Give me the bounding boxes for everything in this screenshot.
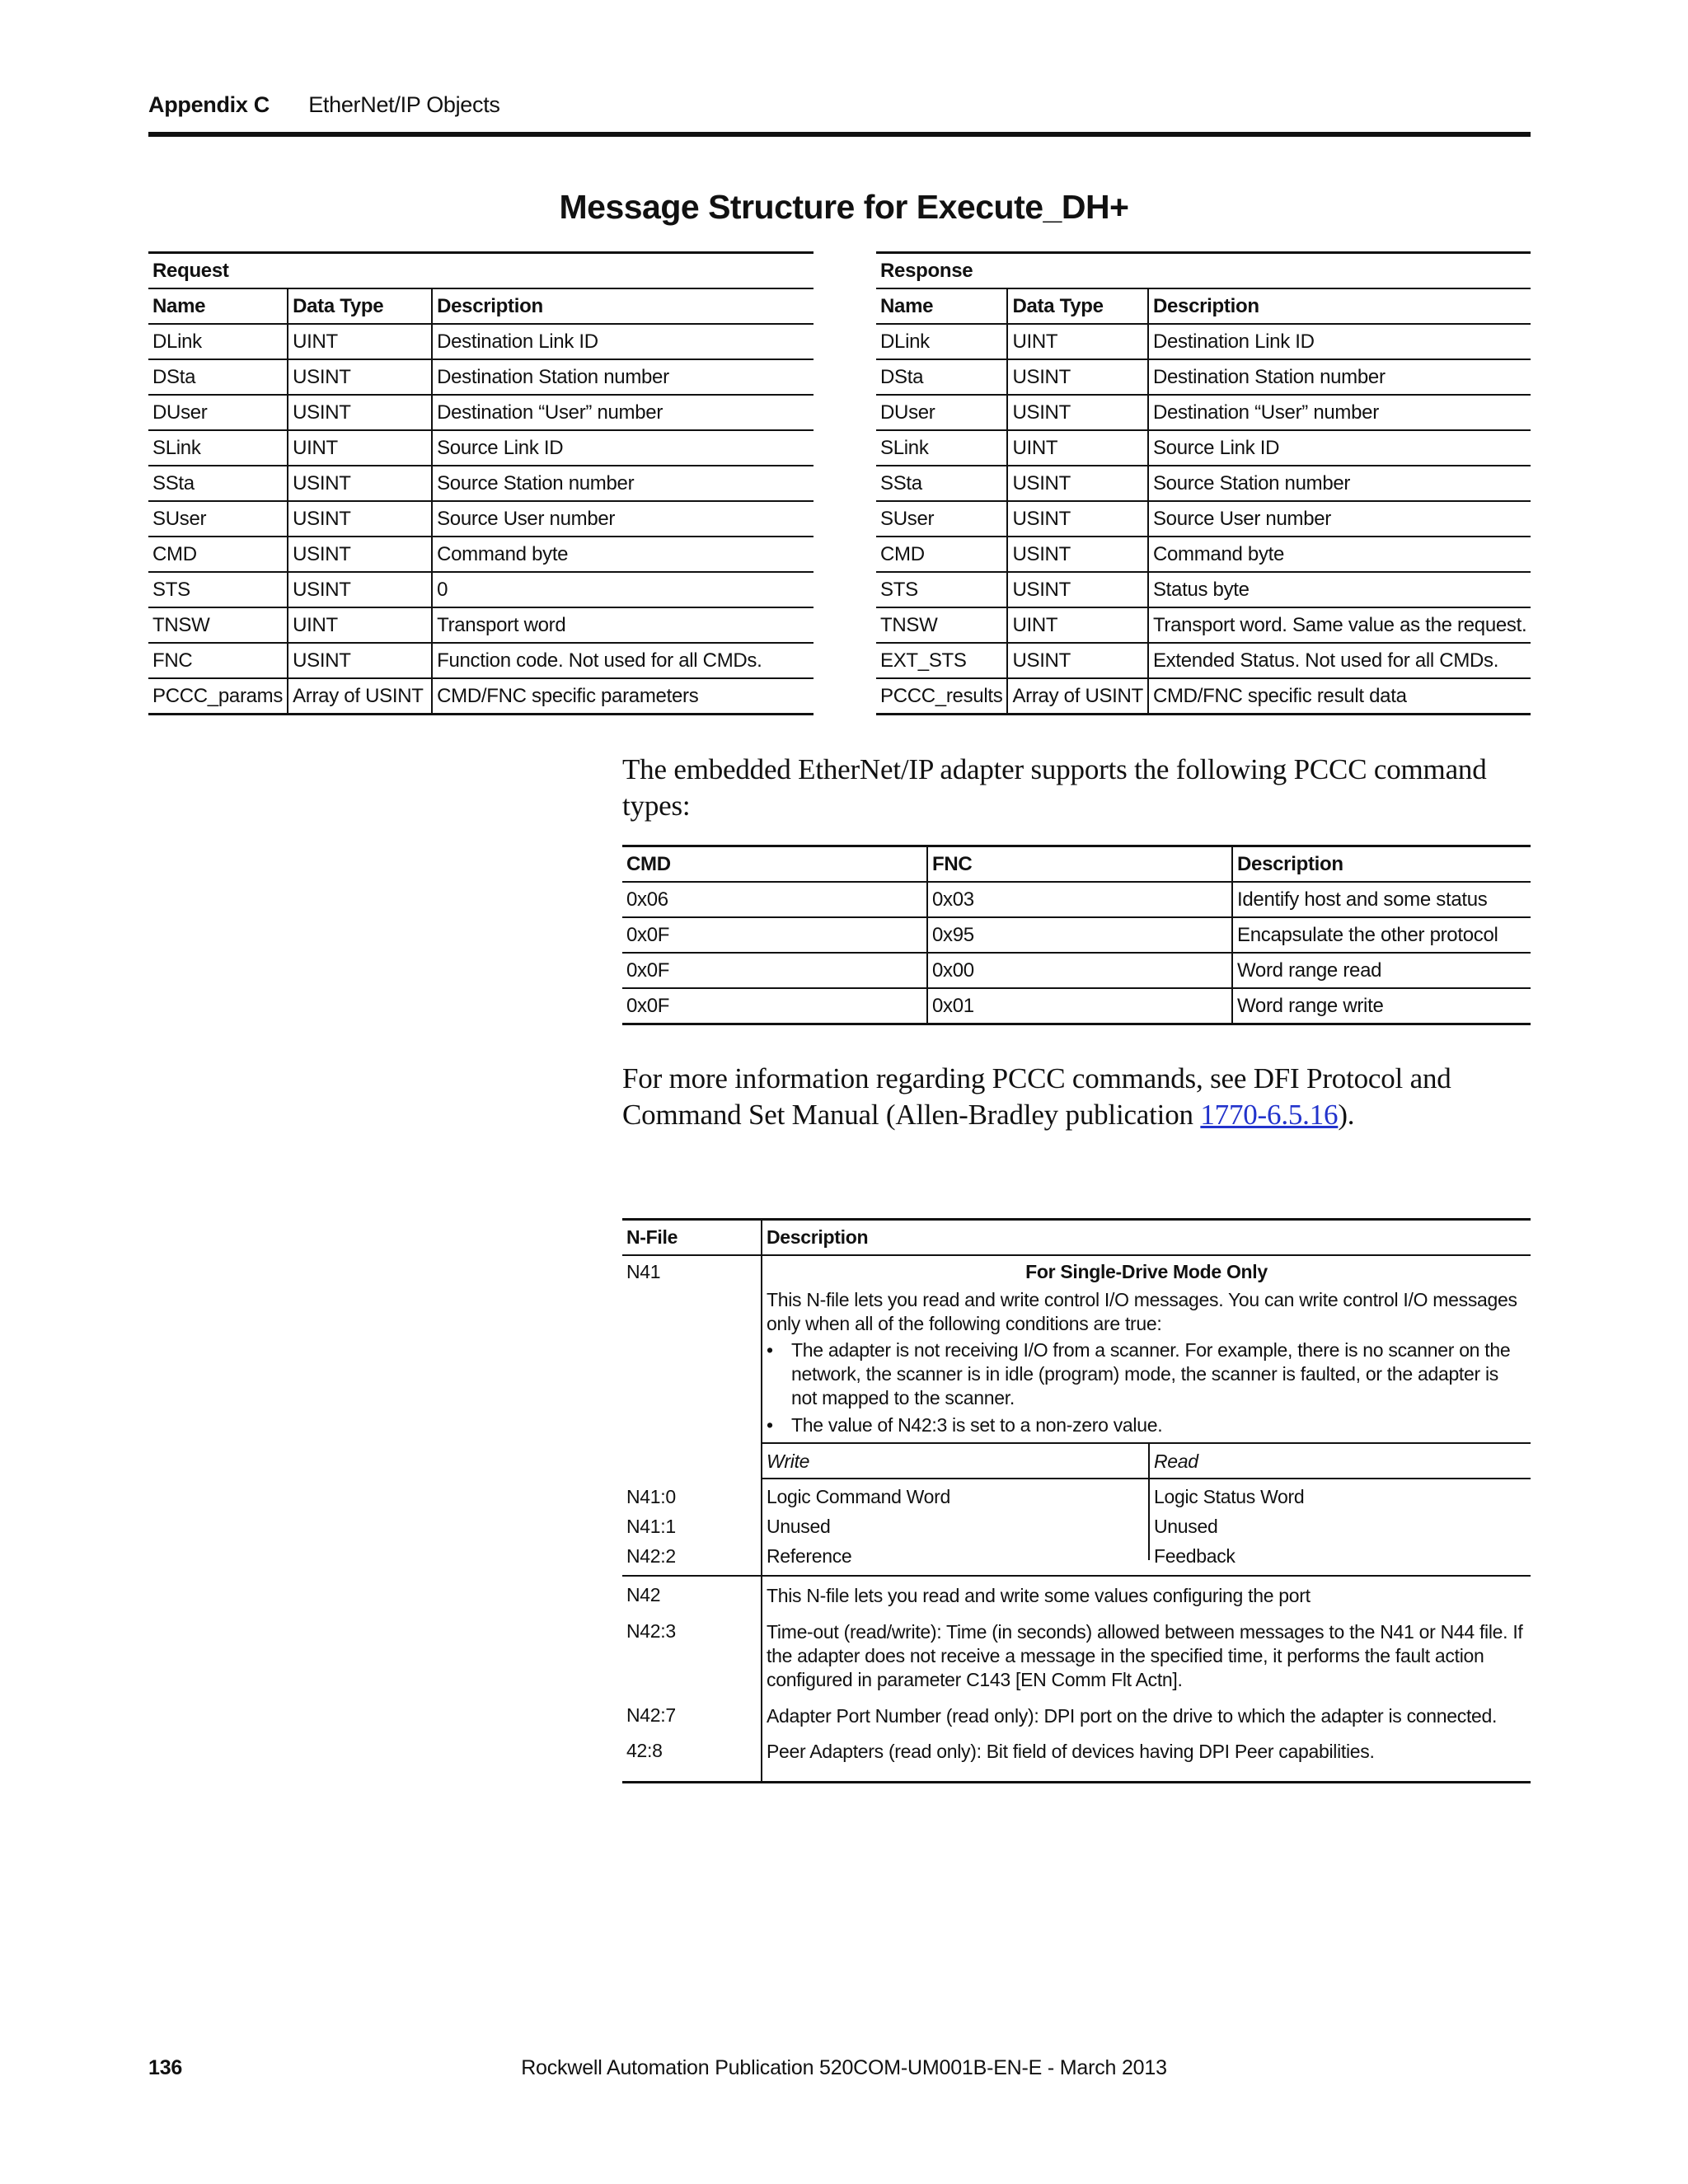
table-row (876, 607, 1531, 643)
table-row (622, 988, 1531, 1024)
cell: Destination Link ID (1148, 324, 1531, 359)
command-table (622, 845, 1531, 1025)
table-row (876, 501, 1531, 537)
cell: 0x06 (622, 882, 927, 917)
cell: DLink (148, 324, 288, 359)
row-rule (761, 1442, 1531, 1444)
table-bottom-rule (622, 1781, 1531, 1783)
cell: Command byte (432, 537, 814, 572)
table-row (876, 572, 1531, 607)
cell: TNSW (876, 607, 1007, 643)
cell: 0x95 (927, 917, 1232, 953)
column-divider (761, 1221, 762, 1781)
nfile-n42: N42 (626, 1584, 661, 1605)
cell: 0x00 (927, 953, 1232, 988)
table-row (148, 537, 814, 572)
table-row (876, 643, 1531, 678)
cell: CMD/FNC specific parameters (432, 678, 814, 715)
more-info-end: ). (1338, 1099, 1355, 1131)
n42-row-desc: Adapter Port Number (read only): DPI port on the drive to which the adapter is connected. (767, 1705, 1498, 1727)
column-header: Description (1148, 288, 1531, 324)
cell: UINT (288, 430, 432, 466)
column-header: Description (432, 288, 814, 324)
cell: PCCC_params (148, 678, 288, 715)
cell: USINT (288, 572, 432, 607)
cell: Encapsulate the other protocol (1232, 917, 1531, 953)
column-header: CMD (622, 846, 927, 883)
write-label: Write (767, 1451, 810, 1472)
cell: Destination Station number (1148, 359, 1531, 395)
cell: USINT (1007, 359, 1148, 395)
n42-desc: This N-file lets you read and write some values configuring the port (767, 1585, 1311, 1606)
table-row (876, 395, 1531, 430)
cell: UINT (288, 324, 432, 359)
bullet-text: The value of N42:3 is set to a non-zero value. (791, 1414, 1163, 1436)
cell: DSta (148, 359, 288, 395)
cell: 0x01 (927, 988, 1232, 1024)
cell: 0x0F (622, 988, 927, 1024)
cell: SUser (876, 501, 1007, 537)
response-table (876, 251, 1531, 715)
n41-bullet (767, 1338, 1525, 1413)
cell: Function code. Not used for all CMDs. (432, 643, 814, 678)
column-header: Name (876, 288, 1007, 324)
section-label: EtherNet/IP Objects (308, 92, 500, 117)
cell: USINT (288, 466, 432, 501)
cell: Destination “User” number (432, 395, 814, 430)
more-info-paragraph (622, 1061, 1531, 1133)
page-title: Message Structure for Execute_DH+ (559, 188, 1129, 226)
cell: UINT (1007, 607, 1148, 643)
cell: Identify host and some status (1232, 882, 1531, 917)
cell: Transport word (432, 607, 814, 643)
nfile-header-row (622, 1221, 1531, 1256)
cell: SSta (148, 466, 288, 501)
cell: USINT (1007, 395, 1148, 430)
cell: STS (148, 572, 288, 607)
cell: 0x03 (927, 882, 1232, 917)
write-value: Logic Command Word (767, 1486, 950, 1507)
cell: USINT (1007, 643, 1148, 678)
nfile-table (622, 1218, 1531, 1787)
nfile-address: N41:0 (626, 1486, 676, 1507)
table-row (876, 466, 1531, 501)
cell: Source Station number (432, 466, 814, 501)
table-row (876, 359, 1531, 395)
publication-footer: Rockwell Automation Publication 520COM-UM001B-EN-E - March 2013 (521, 2056, 1167, 2079)
cell: Extended Status. Not used for all CMDs. (1148, 643, 1531, 678)
table-row (622, 953, 1531, 988)
table-row (876, 430, 1531, 466)
cell: USINT (288, 395, 432, 430)
cell: USINT (288, 537, 432, 572)
table-row (148, 678, 814, 715)
table-row (876, 537, 1531, 572)
cell: Array of USINT (288, 678, 432, 715)
table-row (622, 917, 1531, 953)
cell: UINT (1007, 324, 1148, 359)
column-header: FNC (927, 846, 1232, 883)
cell: DLink (876, 324, 1007, 359)
bullet-marker: • (767, 1414, 773, 1436)
request-table (148, 251, 814, 715)
cell: 0x0F (622, 917, 927, 953)
cell: Word range read (1232, 953, 1531, 988)
column-header: N-File (626, 1226, 678, 1248)
cell: UINT (1007, 430, 1148, 466)
n41-intro: This N-file lets you read and write control I/O messages. You can write control I/O messages only when all of the following conditions are true: (767, 1289, 1517, 1334)
table-row (148, 324, 814, 359)
response-heading: Response (876, 253, 1531, 289)
cell: Array of USINT (1007, 678, 1148, 715)
table-row (876, 324, 1531, 359)
cell: Word range write (1232, 988, 1531, 1024)
bullet-text: The adapter is not receiving I/O from a scanner. For example, there is no scanner on the network, the scanner is in idle (program) mode, the scanner is faulted, or the adapter is not mapped to the scanner. (791, 1339, 1511, 1408)
read-value: Feedback (1154, 1545, 1236, 1567)
table-row (148, 607, 814, 643)
cell: CMD/FNC specific result data (1148, 678, 1531, 715)
cell: CMD (876, 537, 1007, 572)
n41-bullet (767, 1413, 1525, 1438)
nfile-address: N42:3 (626, 1620, 676, 1642)
nfile-n41: N41 (626, 1261, 661, 1282)
write-value: Reference (767, 1545, 852, 1567)
table-row (876, 678, 1531, 715)
cell: Transport word. Same value as the request. (1148, 607, 1531, 643)
read-value: Unused (1154, 1516, 1218, 1537)
cell: STS (876, 572, 1007, 607)
cell: 0 (432, 572, 814, 607)
cell: PCCC_results (876, 678, 1007, 715)
nfile-address: N41:1 (626, 1516, 676, 1537)
cell: Source Link ID (432, 430, 814, 466)
cell: Source Station number (1148, 466, 1531, 501)
cell: DSta (876, 359, 1007, 395)
cell: SSta (876, 466, 1007, 501)
request-heading: Request (148, 253, 814, 289)
cell: Source User number (1148, 501, 1531, 537)
cell: USINT (1007, 501, 1148, 537)
intro-paragraph: The embedded EtherNet/IP adapter supports the following PCCC command types: (622, 753, 1487, 822)
cell: USINT (1007, 572, 1148, 607)
write-value: Unused (767, 1516, 831, 1537)
cell: SLink (876, 430, 1007, 466)
table-row (148, 572, 814, 607)
column-header: Data Type (288, 288, 432, 324)
column-header: Description (767, 1226, 869, 1248)
table-row (148, 501, 814, 537)
cell: DUser (148, 395, 288, 430)
column-header: Description (1232, 846, 1531, 883)
publication-link[interactable]: 1770-6.5.16 (1200, 1099, 1339, 1131)
appendix-label: Appendix C (148, 92, 270, 117)
cell: 0x0F (622, 953, 927, 988)
cell: Destination Link ID (432, 324, 814, 359)
table-row (148, 430, 814, 466)
more-info-text: For more information regarding PCCC commands, see DFI Protocol and Command Set Manual (Allen-Bradley publication (622, 1062, 1451, 1131)
cell: Command byte (1148, 537, 1531, 572)
cell: Status byte (1148, 572, 1531, 607)
read-label: Read (1154, 1451, 1198, 1472)
cell: Destination Station number (432, 359, 814, 395)
row-rule (761, 1478, 1531, 1479)
nfile-address: N42:7 (626, 1704, 676, 1726)
section-rule (622, 1575, 1531, 1577)
nfile-address: 42:8 (626, 1740, 663, 1761)
cell: USINT (288, 643, 432, 678)
cell: SUser (148, 501, 288, 537)
cell: FNC (148, 643, 288, 678)
column-header: Data Type (1007, 288, 1148, 324)
cell: USINT (1007, 537, 1148, 572)
cell: CMD (148, 537, 288, 572)
table-row (148, 466, 814, 501)
n42-row-desc: Time-out (read/write): Time (in seconds) allowed between messages to the N41 or N44 file. If the adapter does not receive a message in the specified time, it performs the fault action configured in parameter C143 [EN Comm Flt Actn]. (767, 1621, 1523, 1690)
cell: Source User number (432, 501, 814, 537)
n42-row-desc: Peer Adapters (read only): Bit field of devices having DPI Peer capabilities. (767, 1741, 1375, 1762)
column-header: Name (148, 288, 288, 324)
nfile-address: N42:2 (626, 1545, 676, 1567)
mode-heading: For Single-Drive Mode Only (1025, 1261, 1268, 1282)
read-value: Logic Status Word (1154, 1486, 1305, 1507)
table-row (622, 882, 1531, 917)
table-row (148, 643, 814, 678)
page-number: 136 (148, 2056, 183, 2079)
cell: EXT_STS (876, 643, 1007, 678)
running-header (148, 92, 500, 118)
bullet-marker: • (767, 1339, 773, 1361)
cell: TNSW (148, 607, 288, 643)
cell: USINT (288, 501, 432, 537)
cell: UINT (288, 607, 432, 643)
header-rule (148, 132, 1531, 137)
cell: SLink (148, 430, 288, 466)
cell: USINT (1007, 466, 1148, 501)
cell: DUser (876, 395, 1007, 430)
column-divider (1148, 1442, 1150, 1560)
cell: Source Link ID (1148, 430, 1531, 466)
cell: Destination “User” number (1148, 395, 1531, 430)
cell: USINT (288, 359, 432, 395)
table-row (148, 359, 814, 395)
table-row (148, 395, 814, 430)
